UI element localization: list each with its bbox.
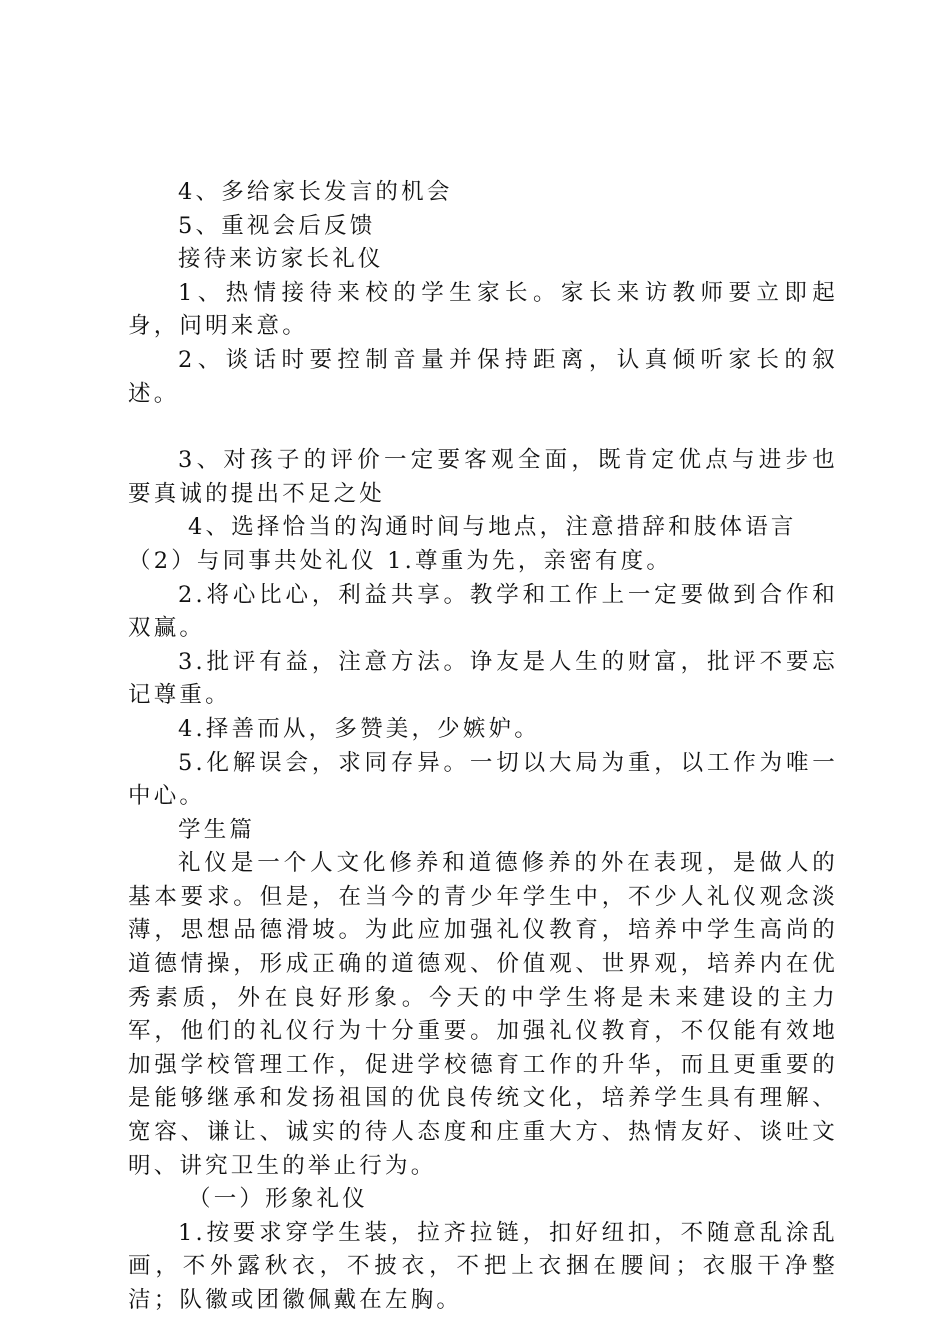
list-item: 5.化解误会，求同存异。一切以大局为重，以工作为唯一中心。	[128, 749, 838, 810]
section-heading: （一）形象礼仪	[188, 1186, 368, 1213]
list-item: 3、对孩子的评价一定要客观全面，既肯定优点与进步也要真诚的提出不足之处	[128, 447, 838, 507]
blank-line	[128, 411, 838, 444]
list-item: 1、热情接待来校的学生家长。家长来访教师要立即起身，问明来意。	[128, 279, 838, 340]
list-item: 2、谈话时要控制音量并保持距离，认真倾听家长的叙述。	[128, 346, 838, 407]
list-item: 4、多给家长发言的机会	[178, 179, 453, 205]
list-item: 5、重视会后反馈	[178, 212, 376, 239]
list-item: 2.将心比心，利益共享。教学和工作上一定要做到合作和双赢。	[128, 581, 838, 642]
section-heading: 学生篇	[178, 816, 256, 843]
list-item: 4、选择恰当的沟通时间与地点，注意措辞和肢体语言	[188, 514, 797, 541]
list-item: 3.批评有益，注意方法。诤友是人生的财富，批评不要忘记尊重。	[128, 648, 838, 709]
body-paragraph: 礼仪是一个人文化修养和道德修养的外在表现，是做人的基本要求。但是，在当今的青少年学生中，不少人礼仪观念淡薄，思想品德滑坡。为此应加强礼仪教育，培养中学生高尚的道德情操，形成正确的道德观、价值观、世界观，培养内在优秀素质，外在良好形象。今天的中学生将是未来建设的主力军，他们的礼仪行为十分重要。加强礼仪教育，不仅能有效地加强学校管理工作，促进学校德育工作的升华，而且更重要的是能够继承和发扬祖国的优良传统文化，培养学生具有理解、宽容、谦让、诚实的待人态度和庄重大方、热情友好、谈吐文明、讲究卫生的举止行为。	[128, 850, 838, 1179]
list-item: 1.按要求穿学生装，拉齐拉链，扣好纽扣，不随意乱涂乱画，不外露秋衣，不披衣，不把上衣捆在腰间；衣服干净整洁；队徽或团徽佩戴在左胸。	[128, 1219, 838, 1313]
section-heading: 接待来访家长礼仪	[178, 246, 384, 273]
document-body	[128, 176, 838, 1318]
list-item: 4.择善而从，多赞美，少嫉妒。	[178, 715, 540, 742]
section-heading: （2）与同事共处礼仪 1.尊重为先，亲密有度。	[128, 547, 673, 574]
